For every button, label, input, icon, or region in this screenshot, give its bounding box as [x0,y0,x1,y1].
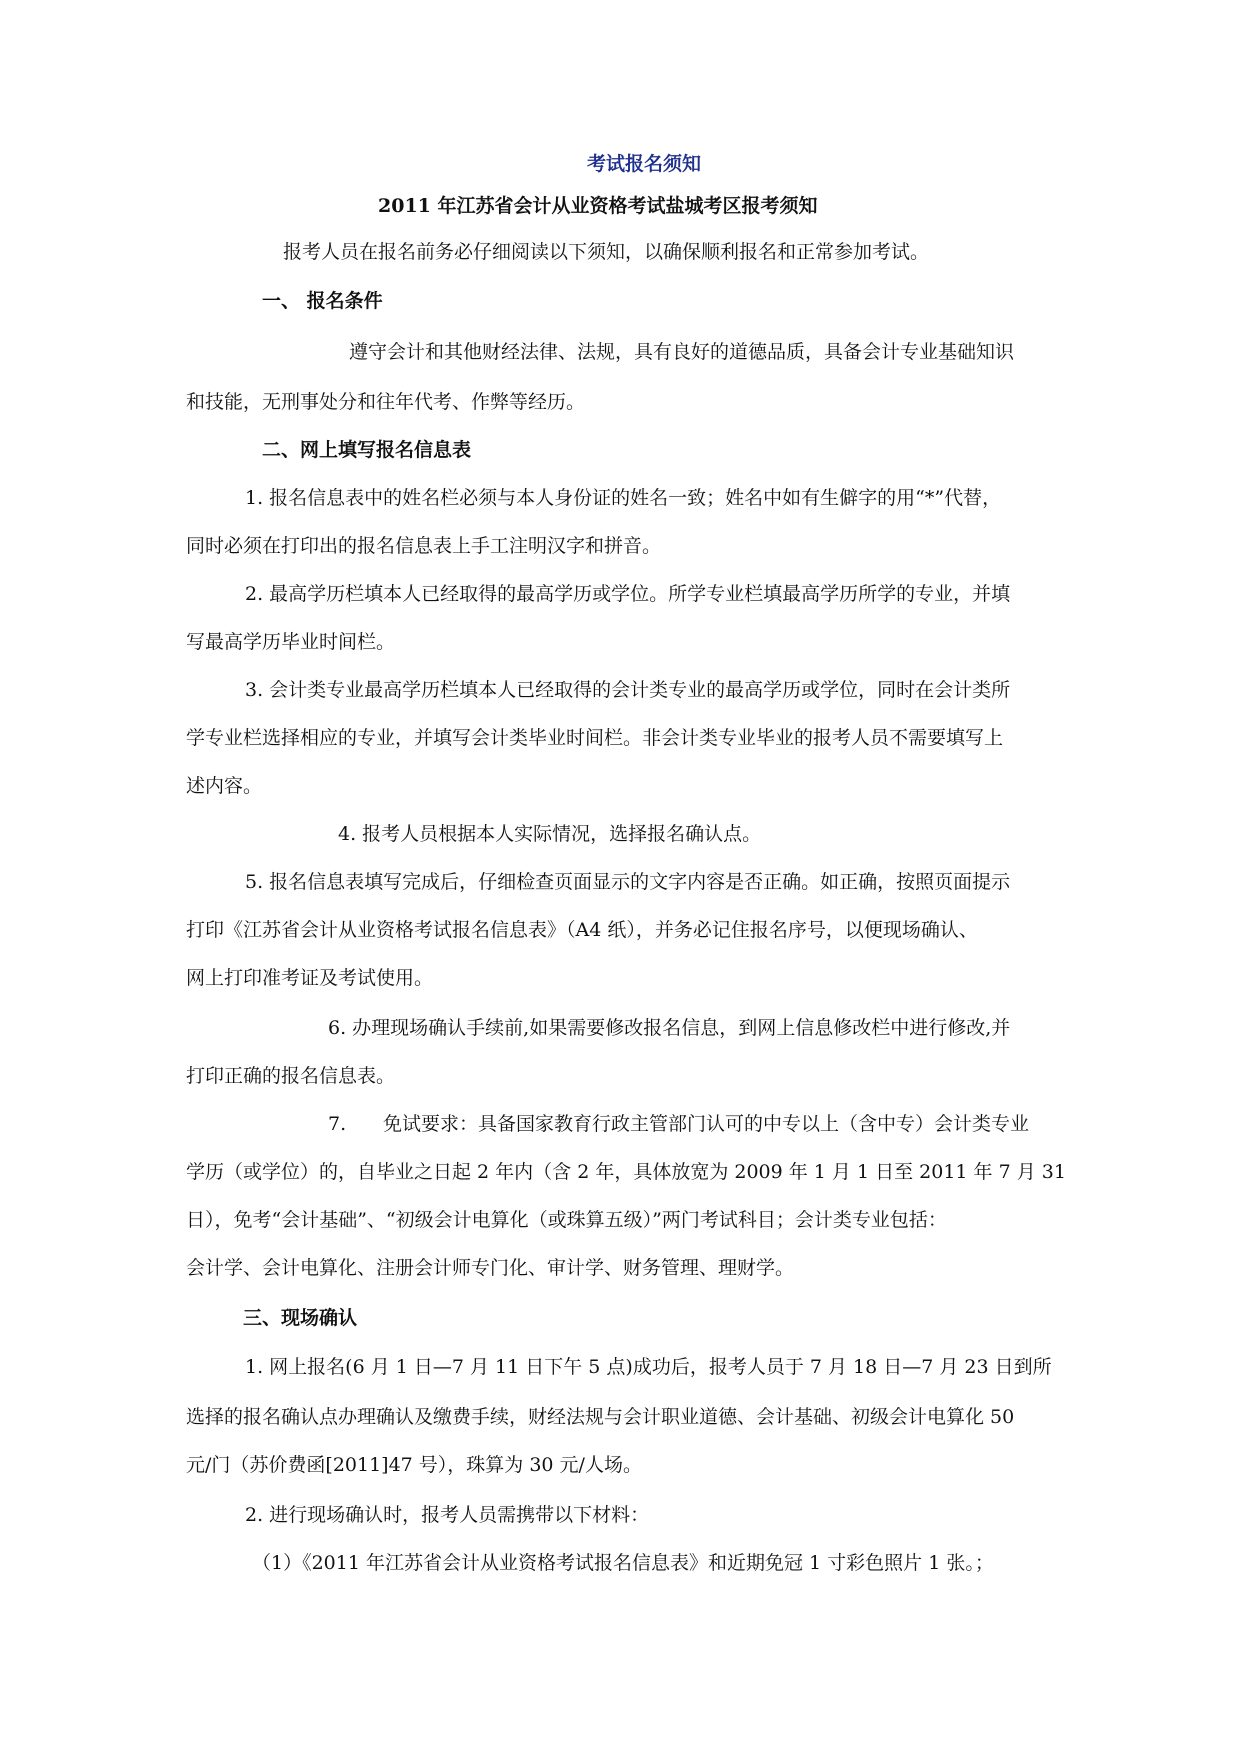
section2-item7-line3: 日），免考“会计基础”、“初级会计电算化（或珠算五级）”两门考试科目；会计类专业包括： [186,1209,947,1231]
section2-item7-line2: 学历（或学位）的，自毕业之日起 2 年内（含 2 年，具体放宽为 2009 年 1 月 1 日至 2011 年 7 月 31 [186,1161,1066,1183]
section1-paragraph-line1: 遵守会计和其他财经法律、法规，具有良好的道德品质，具备会计专业基础知识 [349,341,1015,363]
section1-heading: 一、 报名条件 [262,290,383,312]
section3-heading: 三、现场确认 [243,1307,358,1329]
section2-item2-line2: 写最高学历毕业时间栏。 [186,631,396,653]
document-title: 考试报名须知 [587,153,702,175]
section2-item3-line3: 述内容。 [186,775,263,797]
section3-item1-line1: 1. 网上报名(6 月 1 日—7 月 11 日下午 5 点)成功后，报考人员于 7 月 18 日—7 月 23 日到所 [245,1356,1052,1378]
section3-item2-sub1: （1）《2011 年江苏省会计从业资格考试报名信息表》和近期免冠 1 寸彩色照片 1 张。； [252,1552,994,1574]
section2-item7-number: 7. [328,1113,347,1135]
section2-item3-line1: 3. 会计类专业最高学历栏填本人已经取得的会计类专业的最高学历或学位，同时在会计类所 [245,679,1011,701]
section2-item1-line1: 1. 报名信息表中的姓名栏必须与本人身份证的姓名一致；姓名中如有生僻字的用“*”代替， [245,487,1002,509]
section2-item2-line1: 2. 最高学历栏填本人已经取得的最高学历或学位。所学专业栏填最高学历所学的专业，并填 [245,583,1011,605]
document-subtitle: 2011 年江苏省会计从业资格考试盐城考区报考须知 [378,195,818,217]
section3-item1-line3: 元/门（苏价费函[2011]47 号），珠算为 30 元/人场。 [186,1454,642,1476]
intro-paragraph: 报考人员在报名前务必仔细阅读以下须知，以确保顺利报名和正常参加考试。 [283,241,930,263]
section3-item1-line2: 选择的报名确认点办理确认及缴费手续，财经法规与会计职业道德、会计基础、初级会计电算化 50 [186,1406,1015,1428]
section2-item7-line4: 会计学、会计电算化、注册会计师专门化、审计学、财务管理、理财学。 [186,1257,795,1279]
section2-item4: 4. 报考人员根据本人实际情况，选择报名确认点。 [338,823,762,845]
section2-item5-line2: 打印《江苏省会计从业资格考试报名信息表》（A4 纸），并务必记住报名序号，以便现场确认、 [186,919,978,941]
section2-item6-line1: 6. 办理现场确认手续前,如果需要修改报名信息，到网上信息修改栏中进行修改,并 [328,1017,1011,1039]
section2-item1-line2: 同时必须在打印出的报名信息表上手工注明汉字和拼音。 [186,535,662,557]
section1-paragraph-line2: 和技能，无刑事处分和往年代考、作弊等经历。 [186,391,586,413]
section2-item3-line2: 学专业栏选择相应的专业，并填写会计类毕业时间栏。非会计类专业毕业的报考人员不需要填写上 [186,727,1004,749]
section2-item6-line2: 打印正确的报名信息表。 [186,1065,396,1087]
section3-item2: 2. 进行现场确认时，报考人员需携带以下材料： [245,1504,650,1526]
section2-item7-line1: 免试要求：具备国家教育行政主管部门认可的中专以上（含中专）会计类专业 [383,1113,1030,1135]
section2-item5-line3: 网上打印准考证及考试使用。 [186,967,434,989]
section2-heading: 二、网上填写报名信息表 [262,439,472,461]
section2-item5-line1: 5. 报名信息表填写完成后，仔细检查页面显示的文字内容是否正确。如正确，按照页面提示 [245,871,1011,893]
